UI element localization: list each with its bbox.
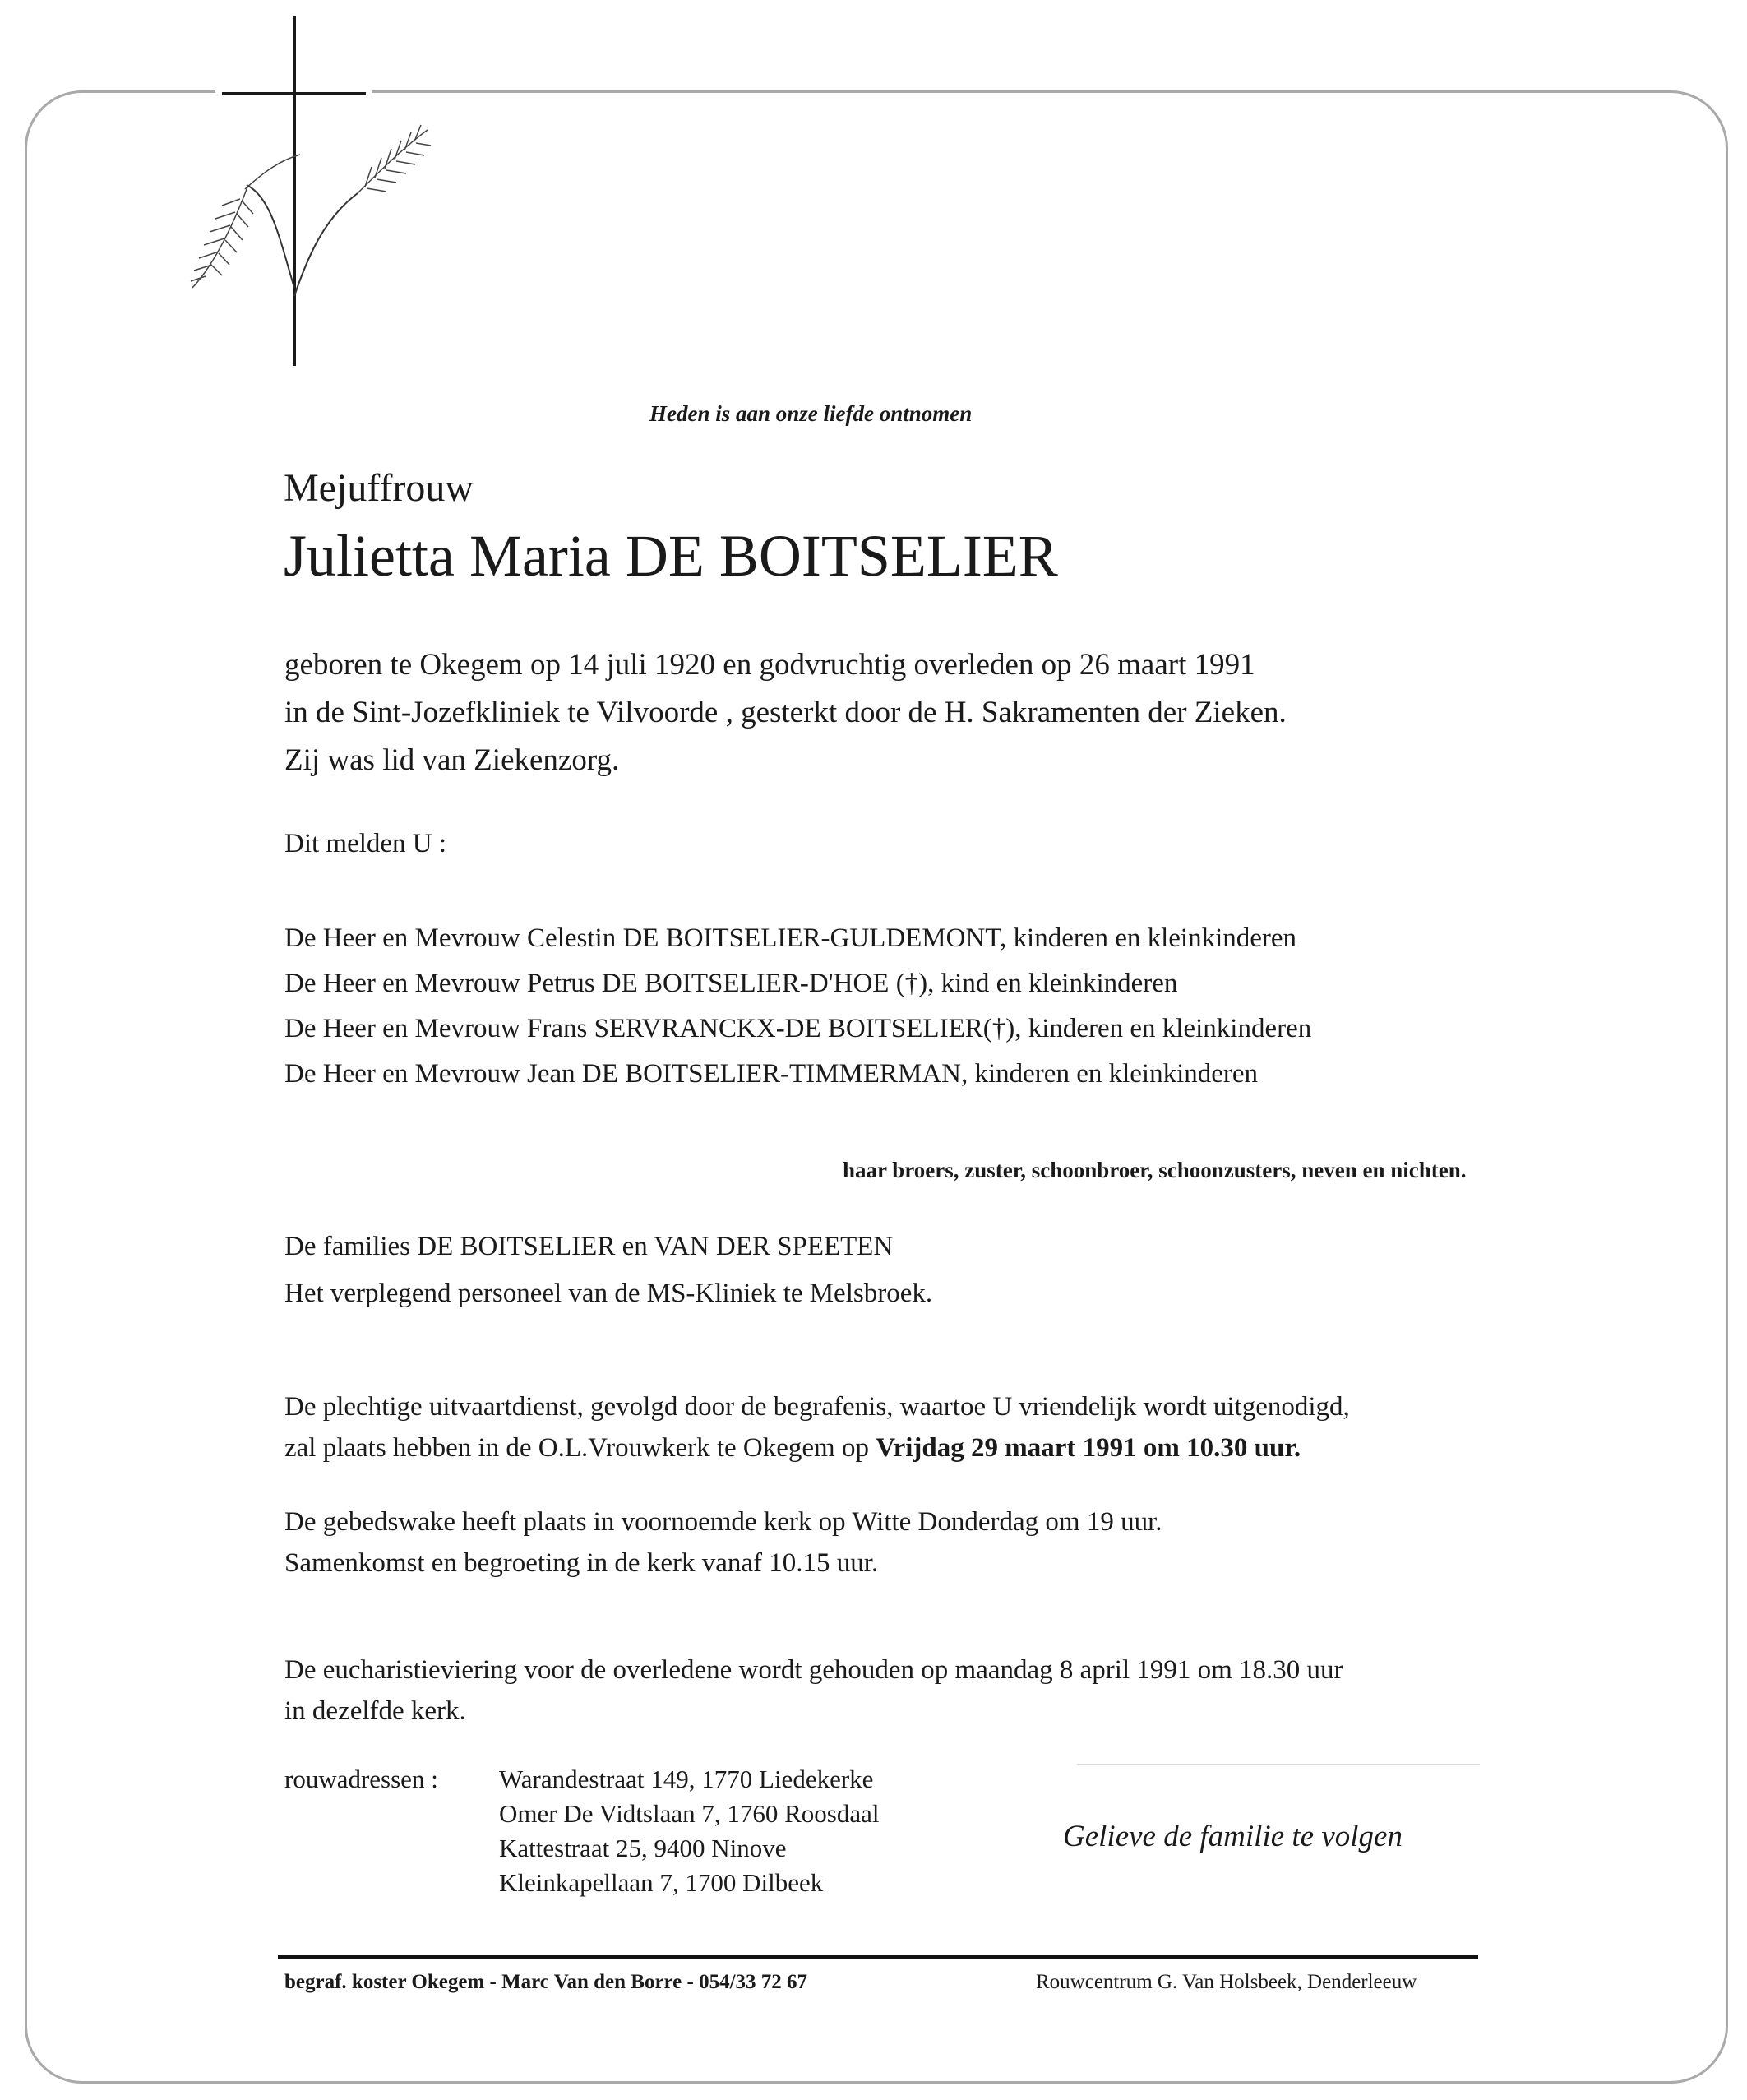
relative-line: De Heer en Mevrouw Petrus DE BOITSELIER-D'HOE (†), kind en kleinkinderen — [284, 969, 1178, 998]
wake-line-1: De gebedswake heeft plaats in voornoemde kerk op Witte Donderdag om 19 uur. — [284, 1507, 1162, 1537]
relative-line: De Heer en Mevrouw Frans SERVRANCKX-DE BOITSELIER(†), kinderen en kleinkinderen — [284, 1014, 1312, 1043]
families-line: De families DE BOITSELIER en VAN DER SPEETEN — [284, 1232, 894, 1261]
address-line: Kattestraat 25, 9400 Ninove — [499, 1834, 787, 1862]
address-line: Omer De Vidtslaan 7, 1760 Roosdaal — [499, 1799, 880, 1828]
announce-line: Dit melden U : — [284, 829, 447, 858]
relative-line: De Heer en Mevrouw Celestin DE BOITSELIER-GULDEMONT, kinderen en kleinkinderen — [284, 923, 1297, 953]
funeral-line-2-text: zal plaats hebben in de O.L.Vrouwkerk te Okegem op — [284, 1433, 876, 1463]
footer-divider — [278, 1955, 1478, 1959]
funeral-line-1: De plechtige uitvaartdienst, gevolgd door de begrafenis, waartoe U vriendelijk wordt uitgenodigd, — [284, 1392, 1350, 1422]
nursing-staff-line: Het verplegend personeel van de MS-Kliniek te Melsbroek. — [284, 1279, 933, 1308]
follow-note: Gelieve de familie te volgen — [1063, 1820, 1403, 1853]
place-line: in de Sint-Jozefkliniek te Vilvoorde , gesterkt door de H. Sakramenten der Zieken. — [284, 696, 1287, 729]
funeral-line-2 — [284, 1435, 1301, 1462]
membership-line: Zij was lid van Ziekenzorg. — [284, 743, 620, 777]
birth-death-line: geboren te Okegem op 14 juli 1920 en godvruchtig overleden op 26 maart 1991 — [284, 648, 1255, 682]
address-line: Kleinkapellaan 7, 1700 Dilbeek — [499, 1868, 824, 1897]
footer-sexton: begraf. koster Okegem - Marc Van den Borre - 054/33 72 67 — [284, 1971, 808, 1993]
footer-funeral-home: Rouwcentrum G. Van Holsbeek, Denderleeuw — [1036, 1971, 1417, 1993]
intro-line: Heden is aan onze liefde ontnomen — [649, 401, 973, 426]
addresses-label: rouwadressen : — [284, 1765, 438, 1793]
cross-with-wheat-icon — [156, 16, 452, 378]
address-line: Warandestraat 149, 1770 Liedekerke — [499, 1765, 874, 1793]
faint-divider — [1077, 1764, 1480, 1765]
relatives-note: haar broers, zuster, schoonbroer, schoonzusters, neven en nichten. — [843, 1158, 1467, 1182]
relative-line: De Heer en Mevrouw Jean DE BOITSELIER-TIMMERMAN, kinderen en kleinkinderen — [284, 1059, 1259, 1089]
title-prefix: Mejuffrouw — [284, 466, 474, 510]
eucharist-line-1: De eucharistieviering voor de overledene wordt gehouden op maandag 8 april 1991 om 18.30 uur — [284, 1655, 1343, 1685]
deceased-name: Julietta Maria DE BOITSELIER — [284, 523, 1058, 589]
funeral-date: Vrijdag 29 maart 1991 om 10.30 uur. — [876, 1433, 1301, 1463]
wake-line-2: Samenkomst en begroeting in de kerk vanaf 10.15 uur. — [284, 1548, 879, 1578]
eucharist-line-2: in dezelfde kerk. — [284, 1696, 466, 1726]
